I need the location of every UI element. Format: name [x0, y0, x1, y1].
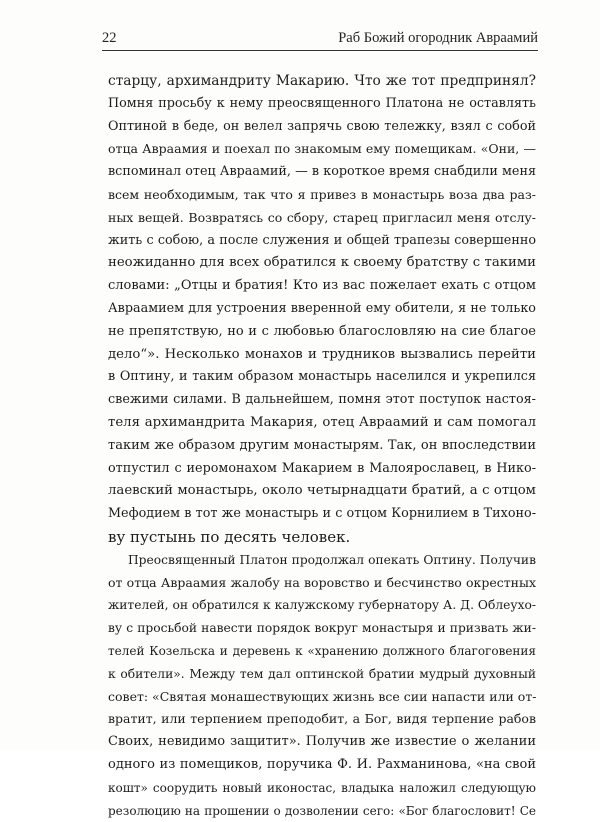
- text-line: совет: «Святая монашествующих жизнь все сии напасти или от-: [108, 686, 536, 709]
- text-line: неожиданно для всех обратился к своему братству с такими: [108, 252, 536, 275]
- text-line: Своих, невидимо защитит». Получив же известие о желании: [108, 731, 536, 754]
- text-line: Оптиной в беде, он велел запрячь свою тележку, взял с собой: [108, 116, 536, 139]
- text-line: ных вещей. Возвратясь со сбору, старец пригласил меня отслу-: [108, 207, 536, 230]
- text-line: вратит, или терпением преподобит, а Бог, видя терпение рабов: [108, 708, 536, 731]
- text-line: отца Авраамия и поехал по знакомым ему помещикам. «Они, —: [108, 138, 536, 161]
- text-line: Мефодием в тот же монастырь и с отцом Корнилием в Тихоно-: [108, 503, 536, 526]
- text-line: жить с собою, а после служения и общей трапезы совершенно: [108, 230, 536, 253]
- text-line: не препятствую, но и с любовью благословляю на сие благое: [108, 321, 536, 344]
- page-number: 22: [102, 30, 117, 47]
- text-line: телей Козельска и деревень к «хранению должного благоговения: [108, 640, 536, 663]
- text-line: в Оптину, и таким образом монастырь населился и укрепился: [108, 366, 536, 389]
- text-line: ву пустынь по десять человек.: [108, 526, 536, 549]
- text-line: Авраамием для устроения вверенной ему обители, я не только: [108, 298, 536, 321]
- running-title: Раб Божий огородник Авраамий: [338, 30, 538, 47]
- header-rule: [102, 50, 538, 51]
- text-line: от отца Авраамия жалобу на воровство и бесчинство окрестных: [108, 572, 536, 595]
- text-line: отпустил с иеромонахом Макарием в Малоярославец, в Нико-: [108, 458, 536, 481]
- text-line: старцу, архимандриту Макарию. Что же тот предпринял?: [108, 70, 536, 93]
- text-line: вспоминал отец Авраамий, — в короткое время снабдили меня: [108, 161, 536, 184]
- text-line: теля архимандрита Макария, отец Авраамий и сам помогал: [108, 412, 536, 435]
- text-line: таким же образом другим монастырям. Так, он впоследствии: [108, 435, 536, 458]
- text-line: жителей, он обратился к калужскому губернатору А. Д. Облеухо-: [108, 594, 536, 617]
- running-header: [102, 30, 538, 52]
- body-text: [108, 70, 536, 822]
- text-line: Преосвященный Платон продолжал опекать Оптину. Получив: [108, 549, 536, 572]
- text-line: резолюцию на прошении о дозволении сего: «Бог благословит! Се: [108, 800, 536, 822]
- text-line: всем необходимым, так что я привез в монастырь воза два раз-: [108, 184, 536, 207]
- text-line: свежими силами. В дальнейшем, помня этот поступок настоя-: [108, 389, 536, 412]
- text-line: лаевский монастырь, около четырнадцати братий, а с отцом: [108, 480, 536, 503]
- text-line: одного из помещиков, поручика Ф. И. Рахманинова, «на свой: [108, 754, 536, 777]
- text-line: словами: „Отцы и братия! Кто из вас пожелает ехать с отцом: [108, 275, 536, 298]
- text-line: к обители». Между тем дал оптинской братии мудрый духовный: [108, 663, 536, 686]
- text-line: Помня просьбу к нему преосвященного Платона не оставлять: [108, 93, 536, 116]
- text-line: дело“». Несколько монахов и трудников вызвались перейти: [108, 344, 536, 367]
- text-line: кошт» соорудить новый иконостас, владыка наложил следующую: [108, 777, 536, 800]
- text-line: ву с просьбой навести порядок вокруг монастыря и призвать жи-: [108, 617, 536, 640]
